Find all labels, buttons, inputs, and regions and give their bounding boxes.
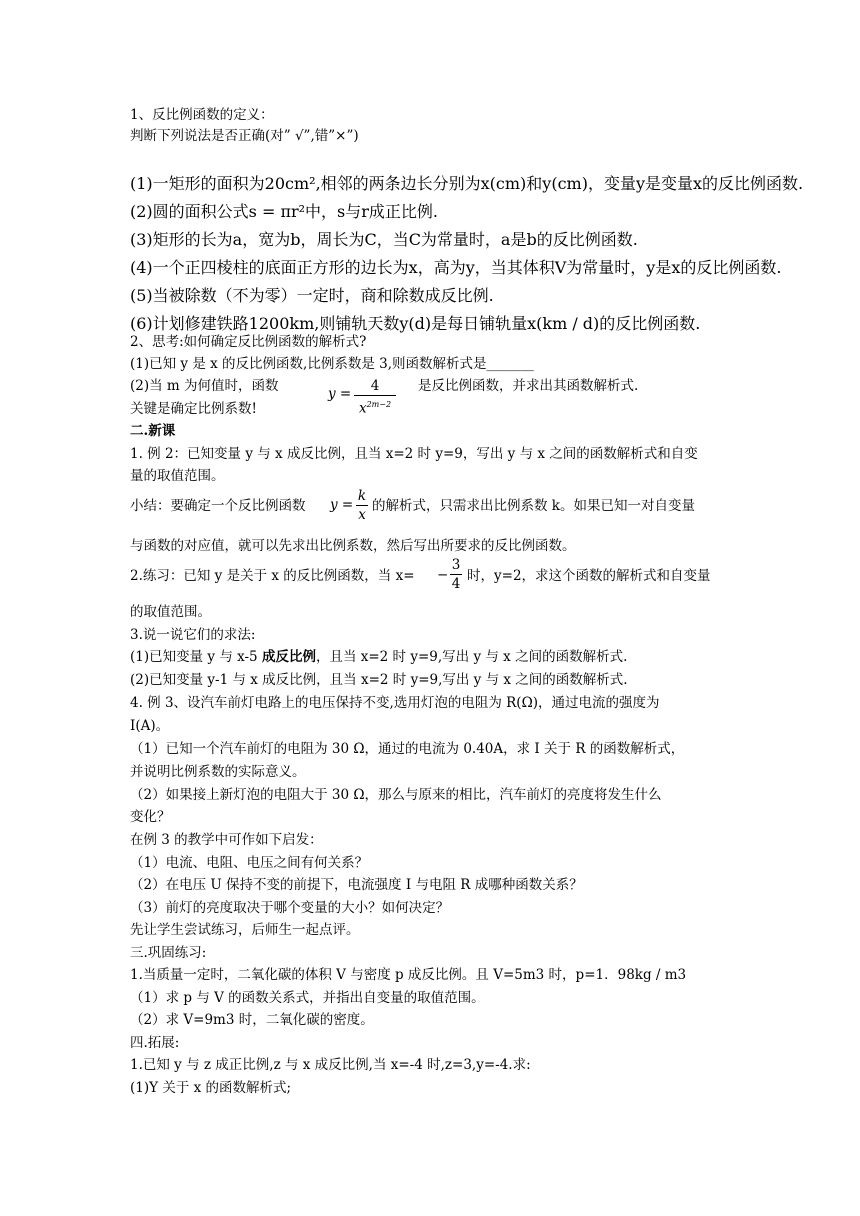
- section2-q2-right: 是反比例函数，并求出其函数解析式.: [418, 378, 639, 394]
- extension-q1: 1.已知 y 与 z 成正比例,z 与 x 成反比例,当 x=-4 时,z=3,y=-4.求:: [130, 1057, 531, 1073]
- q2-formula-den-base: x: [358, 400, 367, 417]
- statement-4: (4)一个正四棱柱的底面正方形的边长为x，高为y，当其体积V为常量时，y是x的反比例函数.: [130, 258, 782, 277]
- example3-line2: I(A)。: [130, 718, 170, 734]
- summary-formula-denominator: x: [358, 507, 366, 523]
- extension-heading: 四.拓展:: [130, 1035, 180, 1051]
- practice-post: 时，y=2，求这个函数的解析式和自变量: [467, 568, 711, 584]
- hint-3: （3）前灯的亮度取决于哪个变量的大小？如何决定？: [130, 900, 450, 916]
- say-item-1-pre: (1)已知变量 y 与 x-5: [130, 649, 262, 665]
- q2-formula-numerator: 4: [370, 378, 380, 394]
- section2-key: 关键是确定比例系数!: [130, 401, 257, 417]
- summary-formula-numerator: k: [357, 488, 367, 504]
- summary-formula: [356, 488, 368, 523]
- section1-heading: 1、反比例函数的定义：: [130, 107, 274, 123]
- summary-formula-lhs: y =: [330, 497, 354, 513]
- statement-6: (6)计划修建铁路1200km,则铺轨天数y(d)是每日铺轨量x(km / d)的反比例函数.: [130, 314, 701, 333]
- example3-line1: 4. 例 3、设汽车前灯电路上的电压保持不变,选用灯泡的电阻为 R(Ω)，通过电流的强度为: [130, 695, 660, 711]
- practice-formula-numerator: 3: [451, 557, 461, 573]
- summary-post: 的解析式，只需求出比例系数 k。如果已知一对自变量: [372, 498, 695, 514]
- q2-formula: [354, 378, 396, 417]
- say-item-2: (2)已知变量 y-1 与 x 成反比例，且当 x=2 时 y=9,写出 y 与 x 之间的函数解析式.: [130, 672, 628, 688]
- practice-heading: 三.巩固练习:: [130, 945, 207, 961]
- summary-pre: 小结：要确定一个反比例函数: [130, 498, 306, 514]
- section2-q2-left: (2)当 m 为何值时，函数: [130, 378, 279, 394]
- statement-2: (2)圆的面积公式s = πr²中，s与r成正比例.: [130, 202, 438, 221]
- new-lesson-heading: 二.新课: [130, 423, 176, 439]
- hint-1: （1）电流、电阻、电压之间有何关系？: [130, 855, 369, 871]
- practice-formula-denominator: 4: [451, 576, 461, 592]
- practice-formula: [450, 557, 462, 592]
- practice-q1: 1.当质量一定时，二氧化碳的体积 V 与密度 p 成反比例。且 V=5m3 时，p=1．98kg / m3: [130, 967, 687, 983]
- example3-q2-line1: （2）如果接上新灯泡的电阻大于 30 Ω，那么与原来的相比，汽车前灯的亮度将发生什么: [130, 787, 662, 803]
- practice-line2: 的取值范围。: [130, 604, 211, 620]
- section2-q1: (1)已知 y 是 x 的反比例函数,比例系数是 3,则函数解析式是_______: [130, 356, 534, 372]
- example3-q1-line1: （1）已知一个汽车前灯的电阻为 30 Ω，通过的电流为 0.40A，求 I 关于 R 的函数解析式，: [130, 741, 685, 757]
- example3-q2-line2: 变化？: [130, 809, 171, 825]
- q2-formula-lhs: y =: [328, 386, 352, 402]
- fraction-bar: [450, 574, 462, 575]
- say-heading: 3.说一说它们的求法:: [130, 627, 256, 643]
- practice-q1b: （2）求 V=9m3 时，二氧化碳的密度。: [130, 1012, 374, 1028]
- hint-heading: 在例 3 的教学中可作如下启发：: [130, 832, 323, 848]
- practice-formula-sign: −: [437, 567, 449, 583]
- example2-line1: 1. 例 2：已知变量 y 与 x 成反比例，且当 x=2 时 y=9，写出 y 与 x 之间的函数解析式和自变: [130, 446, 698, 462]
- fraction-bar: [354, 395, 396, 396]
- summary-line2: 与函数的对应值，就可以先求出比例系数，然后写出所要求的反比例函数。: [130, 538, 576, 554]
- example3-q1-line2: 并说明比例系数的实际意义。: [130, 764, 306, 780]
- extension-q1a: (1)Y 关于 x 的函数解析式;: [130, 1080, 292, 1096]
- q2-formula-denominator: [354, 397, 396, 417]
- q2-formula-den-exp: 2m−2: [366, 400, 392, 409]
- say-item-1-bold: 成反比例: [261, 649, 316, 665]
- say-item-1: [130, 648, 627, 666]
- statement-1: (1)一矩形的面积为20cm²,相邻的两条边长分别为x(cm)和y(cm)，变量y是变量x的反比例函数.: [130, 174, 804, 193]
- hint-end: 先让学生尝试练习，后师生一起点评。: [130, 922, 360, 938]
- practice-pre: 2.练习：已知 y 是关于 x 的反比例函数，当 x=: [130, 568, 415, 584]
- statement-3: (3)矩形的长为a，宽为b，周长为C，当C为常量时，a是b的反比例函数.: [130, 230, 638, 249]
- fraction-bar: [356, 505, 368, 506]
- section1-instruction: 判断下列说法是否正确(对” √”,错”×”): [130, 128, 359, 144]
- practice-q1a: （1）求 p 与 V 的函数关系式，并指出自变量的取值范围。: [130, 990, 485, 1006]
- section2-heading: 2、思考:如何确定反比例函数的解析式?: [130, 334, 367, 350]
- example2-line2: 量的取值范围。: [130, 468, 225, 484]
- hint-2: （2）在电压 U 保持不变的前提下，电流强度 I 与电阻 R 成哪种函数关系？: [130, 877, 583, 893]
- say-item-1-post: ，且当 x=2 时 y=9,写出 y 与 x 之间的函数解析式.: [315, 649, 628, 665]
- statement-5: (5)当被除数（不为零）一定时，商和除数成反比例.: [130, 286, 494, 305]
